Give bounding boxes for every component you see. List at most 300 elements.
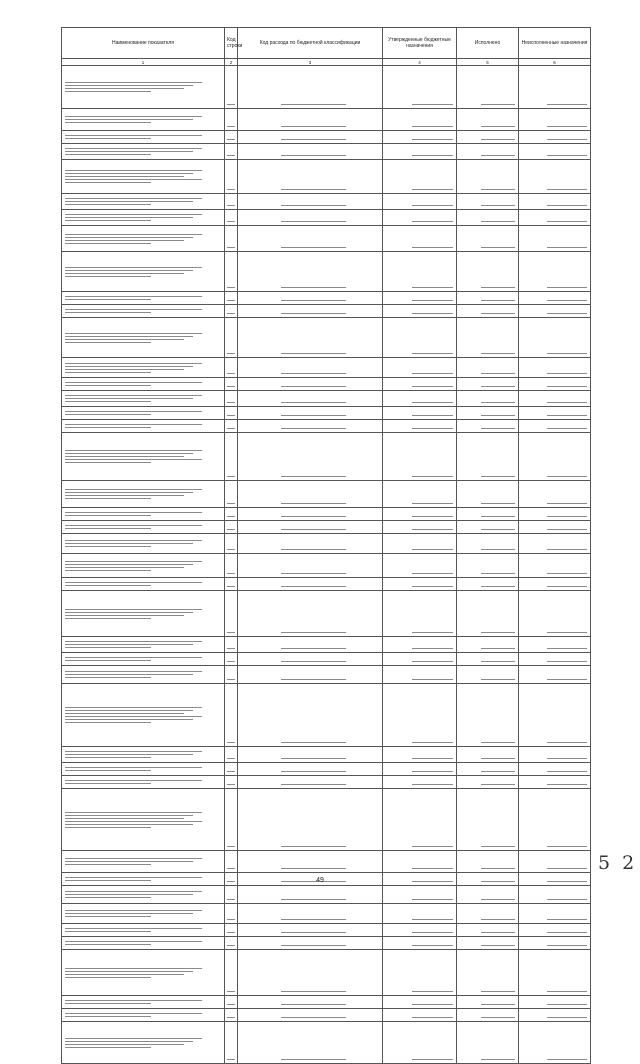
table-cell [383,433,457,481]
text-line-placeholder [65,567,184,568]
table-cell [383,684,457,747]
table-cell [457,305,519,318]
table-row [62,407,591,420]
table-cell [457,684,519,747]
text-line-placeholder [65,546,151,547]
text-line-placeholder [65,710,193,711]
value-placeholder [227,221,235,222]
table-cell [383,996,457,1009]
text-line-placeholder [65,722,151,723]
table-cell [383,1022,457,1064]
value-placeholder [227,476,235,477]
table-row [62,578,591,591]
table-row [62,521,591,534]
table-cell [225,873,238,886]
table-cell [238,996,383,1009]
table-cell [225,937,238,950]
table-cell [519,666,591,684]
value-placeholder [547,881,587,882]
value-placeholder [412,126,453,127]
table-cell [238,391,383,407]
text-line-placeholder [65,585,151,586]
table-row [62,305,591,318]
table-row [62,109,591,131]
value-placeholder [227,881,235,882]
table-cell [457,873,519,886]
table-cell [383,391,457,407]
value-placeholder [227,529,235,530]
value-placeholder [481,529,515,530]
table-header-row [62,28,591,59]
value-placeholder [547,586,587,587]
value-placeholder [412,758,453,759]
table-cell [457,886,519,904]
value-placeholder [481,402,515,403]
table-cell [238,109,383,131]
table-cell [62,407,225,420]
value-placeholder [481,353,515,354]
value-placeholder [481,415,515,416]
table-cell [519,950,591,996]
text-line-placeholder [65,1047,151,1048]
text-line-placeholder [65,427,151,428]
value-placeholder [481,221,515,222]
table-cell [519,252,591,292]
value-placeholder [481,373,515,374]
text-line-placeholder [65,299,151,300]
table-cell [225,534,238,554]
table-cell [457,292,519,305]
table-cell [225,109,238,131]
text-line-placeholder [65,336,193,337]
text-line-placeholder [65,767,202,768]
table-cell [238,534,383,554]
table-cell [519,407,591,420]
value-placeholder [547,104,587,105]
value-placeholder [547,679,587,680]
table-cell [457,591,519,637]
value-placeholder [281,868,346,869]
table-cell [238,252,383,292]
value-placeholder [481,632,515,633]
value-placeholder [547,415,587,416]
table-cell [457,534,519,554]
text-line-placeholder [65,119,193,120]
text-line-placeholder [65,512,202,513]
table-cell [457,1022,519,1064]
value-placeholder [281,899,346,900]
table-cell [62,358,225,378]
value-placeholder [481,300,515,301]
table-cell [383,210,457,226]
table-cell [383,886,457,904]
text-line-placeholder [65,754,193,755]
value-placeholder [412,386,453,387]
table-cell [519,481,591,508]
text-line-placeholder [65,401,151,402]
table-cell [62,950,225,996]
table-cell [519,873,591,886]
table-cell [457,789,519,851]
text-line-placeholder [65,398,193,399]
text-line-placeholder [65,812,202,813]
text-line-placeholder [65,751,202,752]
table-cell [62,637,225,653]
text-line-placeholder [65,647,151,648]
text-line-placeholder [65,1016,151,1017]
value-placeholder [227,415,235,416]
value-placeholder [227,402,235,403]
table-cell [383,226,457,252]
value-placeholder [227,991,235,992]
value-placeholder [281,784,346,785]
table-cell [225,131,238,144]
text-line-placeholder [65,827,151,828]
text-line-placeholder [65,897,151,898]
table-cell [238,521,383,534]
table-cell [62,653,225,666]
value-placeholder [281,503,346,504]
value-placeholder [412,549,453,550]
table-cell [62,684,225,747]
value-placeholder [227,661,235,662]
value-placeholder [227,899,235,900]
value-placeholder [227,932,235,933]
text-line-placeholder [65,498,151,499]
table-cell [519,521,591,534]
value-placeholder [281,189,346,190]
value-placeholder [412,991,453,992]
table-row [62,789,591,851]
table-cell [383,1009,457,1022]
value-placeholder [547,221,587,222]
table-cell [383,305,457,318]
value-placeholder [481,313,515,314]
value-placeholder [281,932,346,933]
value-placeholder [481,247,515,248]
table-cell [238,789,383,851]
text-line-placeholder [65,858,202,859]
text-line-placeholder [65,941,202,942]
text-line-placeholder [65,1041,193,1042]
table-cell [238,637,383,653]
value-placeholder [281,287,346,288]
text-line-placeholder [65,1013,202,1014]
value-placeholder [227,945,235,946]
text-line-placeholder [65,267,202,268]
table-cell [238,433,383,481]
table-cell [457,252,519,292]
value-placeholder [412,1017,453,1018]
text-line-placeholder [65,910,202,911]
table-cell [519,66,591,109]
value-placeholder [481,386,515,387]
budget-execution-table [61,27,591,1064]
text-line-placeholder [65,618,151,619]
value-placeholder [547,573,587,574]
value-placeholder [547,932,587,933]
text-line-placeholder [65,916,151,917]
table-cell [62,789,225,851]
table-cell [238,950,383,996]
value-placeholder [227,205,235,206]
text-line-placeholder [65,459,202,460]
table-cell [225,160,238,194]
text-line-placeholder [65,342,151,343]
value-placeholder [281,1059,346,1060]
table-cell [225,194,238,210]
table-body [62,66,591,1064]
table-cell [62,666,225,684]
table-row [62,292,591,305]
value-placeholder [412,1004,453,1005]
value-placeholder [412,846,453,847]
table-cell [225,747,238,763]
table-cell [62,433,225,481]
value-placeholder [547,516,587,517]
table-cell [457,666,519,684]
value-placeholder [481,516,515,517]
value-placeholder [412,945,453,946]
text-line-placeholder [65,525,202,526]
value-placeholder [481,189,515,190]
table-row [62,194,591,210]
text-line-placeholder [65,122,151,123]
value-placeholder [412,205,453,206]
value-placeholder [412,661,453,662]
value-placeholder [227,648,235,649]
table-cell [457,109,519,131]
table-cell [225,433,238,481]
table-row [62,904,591,924]
value-placeholder [281,679,346,680]
value-placeholder [227,300,235,301]
value-placeholder [227,313,235,314]
text-line-placeholder [65,707,202,708]
table-cell [62,420,225,433]
table-cell [62,747,225,763]
table-cell [519,358,591,378]
value-placeholder [547,846,587,847]
text-line-placeholder [65,411,202,412]
table-row [62,554,591,578]
table-cell [457,420,519,433]
table-cell [519,318,591,358]
text-line-placeholder [65,369,184,370]
table-cell [457,144,519,160]
text-line-placeholder [65,770,151,771]
value-placeholder [481,1004,515,1005]
value-placeholder [547,771,587,772]
value-placeholder [281,373,346,374]
table-cell [62,591,225,637]
value-placeholder [227,868,235,869]
table-cell [519,378,591,391]
value-placeholder [281,155,346,156]
text-line-placeholder [65,489,202,490]
table-cell [238,292,383,305]
text-line-placeholder [65,612,193,613]
value-placeholder [281,313,346,314]
value-placeholder [227,586,235,587]
column-header-approved: Утвержденные бюджетные назначения [383,28,457,59]
table-cell [519,226,591,252]
table-cell [383,950,457,996]
table-row [62,996,591,1009]
text-line-placeholder [65,1044,184,1045]
value-placeholder [281,1017,346,1018]
value-placeholder [281,632,346,633]
value-placeholder [281,104,346,105]
text-line-placeholder [65,372,151,373]
table-cell [62,776,225,789]
value-placeholder [547,742,587,743]
table-cell [383,420,457,433]
value-placeholder [281,126,346,127]
text-line-placeholder [65,312,151,313]
text-line-placeholder [65,1038,202,1039]
table-cell [238,554,383,578]
table-cell [519,763,591,776]
table-cell [238,924,383,937]
text-line-placeholder [65,237,193,238]
value-placeholder [412,529,453,530]
value-placeholder [481,945,515,946]
text-line-placeholder [65,1000,202,1001]
table-cell [383,776,457,789]
table-row [62,318,591,358]
text-line-placeholder [65,561,202,562]
table-row [62,591,591,637]
value-placeholder [412,586,453,587]
value-placeholder [547,919,587,920]
value-placeholder [481,549,515,550]
table-cell [62,1022,225,1064]
value-placeholder [481,573,515,574]
value-placeholder [281,300,346,301]
table-cell [519,144,591,160]
value-placeholder [547,353,587,354]
table-cell [225,851,238,873]
table-cell [383,378,457,391]
table-cell [238,131,383,144]
table-cell [519,420,591,433]
value-placeholder [412,476,453,477]
table-cell [238,763,383,776]
text-line-placeholder [65,234,202,235]
text-line-placeholder [65,564,193,565]
table-cell [225,554,238,578]
table-cell [225,252,238,292]
table-cell [62,996,225,1009]
table-row [62,776,591,789]
text-line-placeholder [65,913,193,914]
value-placeholder [281,1004,346,1005]
text-line-placeholder [65,88,184,89]
table-cell [519,210,591,226]
table-row [62,226,591,252]
value-placeholder [281,549,346,550]
table-cell [62,1009,225,1022]
text-line-placeholder [65,382,202,383]
value-placeholder [412,1059,453,1060]
value-placeholder [412,313,453,314]
text-line-placeholder [65,309,202,310]
text-line-placeholder [65,385,151,386]
handwritten-page-mark: 5 2 [598,852,638,874]
table-cell [519,109,591,131]
value-placeholder [412,573,453,574]
table-row [62,851,591,873]
table-cell [62,534,225,554]
text-line-placeholder [65,116,202,117]
value-placeholder [281,529,346,530]
value-placeholder [412,373,453,374]
table-cell [62,521,225,534]
table-cell [383,747,457,763]
table-row [62,886,591,904]
table-cell [519,637,591,653]
table-cell [519,776,591,789]
table-cell [457,851,519,873]
text-line-placeholder [65,173,193,174]
value-placeholder [481,991,515,992]
text-line-placeholder [65,154,151,155]
text-line-placeholder [65,214,202,215]
table-cell [383,763,457,776]
table-cell [383,534,457,554]
text-line-placeholder [65,582,202,583]
table-cell [225,684,238,747]
text-line-placeholder [65,677,151,678]
table-cell [62,160,225,194]
value-placeholder [481,679,515,680]
table-cell [519,578,591,591]
table-cell [62,873,225,886]
value-placeholder [281,386,346,387]
table-cell [238,378,383,391]
table-cell [225,210,238,226]
value-placeholder [481,868,515,869]
value-placeholder [227,784,235,785]
table-cell [238,666,383,684]
text-line-placeholder [65,82,202,83]
value-placeholder [547,428,587,429]
value-placeholder [281,428,346,429]
text-line-placeholder [65,217,193,218]
text-line-placeholder [65,757,151,758]
value-placeholder [547,402,587,403]
text-line-placeholder [65,974,184,975]
table-row [62,508,591,521]
table-cell [519,554,591,578]
value-placeholder [481,742,515,743]
value-placeholder [481,1059,515,1060]
value-placeholder [227,189,235,190]
value-placeholder [547,300,587,301]
table-cell [519,924,591,937]
value-placeholder [227,919,235,920]
text-line-placeholder [65,515,151,516]
value-placeholder [412,516,453,517]
value-placeholder [281,573,346,574]
value-placeholder [281,139,346,140]
table-cell [238,578,383,591]
table-row [62,210,591,226]
value-placeholder [281,758,346,759]
text-line-placeholder [65,198,202,199]
table-row [62,747,591,763]
